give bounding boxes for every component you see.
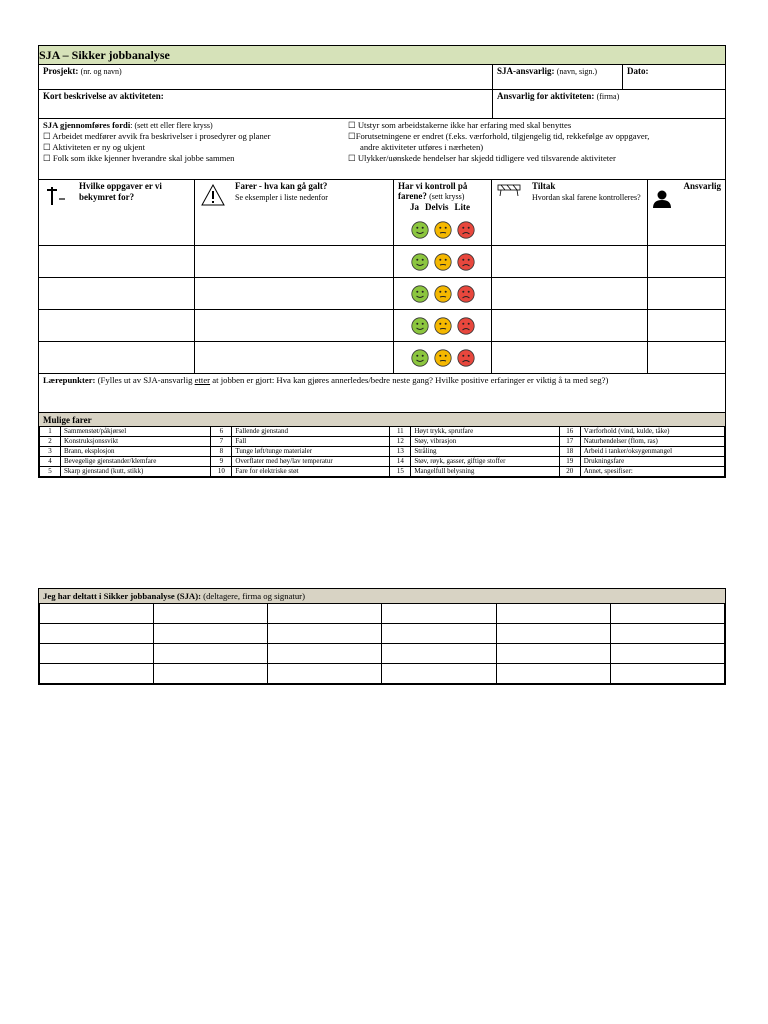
fare-cell[interactable] xyxy=(194,214,393,245)
fare-text: Tunge løft/tunge materialer xyxy=(232,447,390,457)
mulige-farer-title: Mulige farer xyxy=(43,415,92,425)
kontroll-cell xyxy=(393,214,491,245)
signature-row xyxy=(40,664,725,684)
fare-cell[interactable] xyxy=(194,278,393,309)
kontroll-cell xyxy=(393,342,491,373)
checkbox-avvik[interactable]: ☐ Arbeidet medfører avvik fra beskrivelser i prosedyrer og planer xyxy=(43,131,271,141)
tiltak-cell[interactable] xyxy=(491,214,647,245)
fare-text: Skarp gjenstand (kutt, stikk) xyxy=(61,467,211,477)
fare-number: 17 xyxy=(559,437,580,447)
fare-cell[interactable] xyxy=(194,246,393,277)
analysis-row xyxy=(39,277,725,309)
person-icon xyxy=(652,190,672,208)
mulige-farer-table xyxy=(39,426,725,477)
gjennomfores-label: SJA gjennomføres fordi xyxy=(43,120,131,130)
fare-text: Værforhold (vind, kulde, tåke) xyxy=(580,427,724,437)
signature-cell[interactable] xyxy=(268,604,382,624)
dato-label: Dato: xyxy=(627,66,649,76)
laerepunkter-label: Lærepunkter: xyxy=(43,375,96,385)
fare-text: Overflater med høy/lav temperatur xyxy=(232,457,390,467)
kontroll-cell xyxy=(393,278,491,309)
signature-cell[interactable] xyxy=(40,604,154,624)
tiltak-cell[interactable] xyxy=(491,342,647,373)
fare-number: 1 xyxy=(40,427,61,437)
signature-cell[interactable] xyxy=(154,624,268,644)
fare-row xyxy=(40,427,725,437)
barrier-icon xyxy=(497,184,521,196)
fare-number: 11 xyxy=(390,427,411,437)
worker-tool-icon xyxy=(44,184,66,206)
signature-cell[interactable] xyxy=(382,664,496,684)
kontroll-header xyxy=(393,180,491,214)
oppgave-cell[interactable] xyxy=(39,310,194,341)
ansvarlig-cell[interactable] xyxy=(647,246,725,277)
neutral-face-icon[interactable] xyxy=(434,317,452,335)
checkbox-forutsetninger[interactable]: ☐Forutsetningene er endret (f.eks. værforhold, tilgjengelig tid, rekkefølge av oppgaver, xyxy=(348,131,650,141)
happy-face-icon[interactable] xyxy=(411,349,429,367)
happy-face-icon[interactable] xyxy=(411,221,429,239)
sad-face-icon[interactable] xyxy=(457,349,475,367)
analysis-row xyxy=(39,214,725,245)
signature-cell[interactable] xyxy=(154,664,268,684)
sad-face-icon[interactable] xyxy=(457,285,475,303)
dato-field[interactable] xyxy=(622,65,725,89)
sja-ansvarlig-field[interactable] xyxy=(492,65,622,89)
ansvarlig-title: Ansvarlig xyxy=(683,181,721,191)
deltatt-hint: (deltagere, firma og signatur) xyxy=(201,591,305,601)
fare-text: Støy, vibrasjon xyxy=(411,437,559,447)
signature-table xyxy=(39,603,725,684)
fare-text: Bevegelige gjenstander/klemfare xyxy=(61,457,211,467)
signature-cell[interactable] xyxy=(40,644,154,664)
gjennomfores-section xyxy=(39,118,725,179)
sad-face-icon[interactable] xyxy=(457,317,475,335)
fare-number: 2 xyxy=(40,437,61,447)
ansvarlig-cell[interactable] xyxy=(647,214,725,245)
ansvarlig-header xyxy=(647,180,725,214)
laerepunkter-text-a: (Fylles ut av SJA-ansvarlig xyxy=(95,375,195,385)
fare-number: 8 xyxy=(211,447,232,457)
fare-text: Drukningsfare xyxy=(580,457,724,467)
signature-cell[interactable] xyxy=(382,604,496,624)
happy-face-icon[interactable] xyxy=(411,253,429,271)
checkbox-ny-ukjent[interactable]: ☐ Aktiviteten er ny og ukjent xyxy=(43,142,145,152)
form-title-text: SJA – Sikker jobbanalyse xyxy=(39,48,170,62)
oppgave-cell[interactable] xyxy=(39,342,194,373)
tiltak-cell[interactable] xyxy=(491,246,647,277)
fare-number: 15 xyxy=(390,467,411,477)
fare-text: Støv, røyk, gasser, giftige stoffer xyxy=(411,457,559,467)
signature-cell[interactable] xyxy=(382,644,496,664)
neutral-face-icon[interactable] xyxy=(434,253,452,271)
fare-number: 19 xyxy=(559,457,580,467)
signature-cell[interactable] xyxy=(610,644,724,664)
kort-beskrivelse-field[interactable] xyxy=(39,90,492,118)
tiltak-header xyxy=(491,180,647,214)
oppgaver-header xyxy=(39,180,194,214)
signature-cell[interactable] xyxy=(40,664,154,684)
fare-number: 13 xyxy=(390,447,411,457)
farer-header xyxy=(194,180,393,214)
kontroll-ja-label: Ja xyxy=(410,202,419,212)
tiltak-cell[interactable] xyxy=(491,278,647,309)
fare-text: Stråling xyxy=(411,447,559,457)
fare-text: Fare for elektriske støt xyxy=(232,467,390,477)
fare-text: Sammenstøt/påkjørsel xyxy=(61,427,211,437)
ansvarlig-aktivitet-hint: (firma) xyxy=(596,92,620,101)
sad-face-icon[interactable] xyxy=(457,221,475,239)
forutsetninger-cont: andre aktiviteter utføres i nærheten) xyxy=(360,142,484,152)
prosjekt-label: Prosjekt: xyxy=(43,66,79,76)
neutral-face-icon[interactable] xyxy=(434,221,452,239)
kort-beskrivelse-label: Kort beskrivelse av aktiviteten: xyxy=(43,91,164,101)
fare-text: Fallende gjenstand xyxy=(232,427,390,437)
signature-cell[interactable] xyxy=(610,604,724,624)
analysis-row xyxy=(39,341,725,373)
column-header-row xyxy=(39,179,725,214)
tiltak-subtitle: Hvordan skal farene kontrolleres? xyxy=(532,193,641,202)
fare-row xyxy=(40,437,725,447)
prosjekt-hint: (nr. og navn) xyxy=(80,67,122,76)
oppgave-cell[interactable] xyxy=(39,246,194,277)
kontroll-title: Har vi kontroll på farene? xyxy=(398,181,468,201)
neutral-face-icon[interactable] xyxy=(434,285,452,303)
analysis-row xyxy=(39,245,725,277)
deltatt-header xyxy=(39,589,725,603)
fare-row xyxy=(40,457,725,467)
signature-cell[interactable] xyxy=(154,604,268,624)
fare-text: Konstruksjonssvikt xyxy=(61,437,211,447)
ansvarlig-aktivitet-label: Ansvarlig for aktiviteten: xyxy=(497,91,595,101)
deltatt-section xyxy=(38,588,726,685)
signature-cell[interactable] xyxy=(610,624,724,644)
fare-text: Mangelfull belysning xyxy=(411,467,559,477)
signature-cell[interactable] xyxy=(268,664,382,684)
fare-number: 6 xyxy=(211,427,232,437)
prosjekt-field[interactable] xyxy=(39,65,492,89)
kontroll-delvis-label: Delvis xyxy=(425,202,449,212)
signature-cell[interactable] xyxy=(40,624,154,644)
fare-number: 3 xyxy=(40,447,61,457)
oppgave-cell[interactable] xyxy=(39,278,194,309)
kontroll-cell xyxy=(393,246,491,277)
ansvarlig-aktivitet-field[interactable] xyxy=(492,90,725,118)
kontroll-cell xyxy=(393,310,491,341)
fare-text: Høyt trykk, sprutfare xyxy=(411,427,559,437)
fare-number: 12 xyxy=(390,437,411,447)
checkbox-utstyr[interactable]: ☐ Utstyr som arbeidstakerne ikke har erfaring med skal benyttes xyxy=(348,120,572,130)
oppgave-cell[interactable] xyxy=(39,214,194,245)
warning-icon xyxy=(201,184,225,206)
fare-number: 20 xyxy=(559,467,580,477)
fare-number: 4 xyxy=(40,457,61,467)
signature-cell[interactable] xyxy=(610,664,724,684)
signature-cell[interactable] xyxy=(496,664,610,684)
fare-number: 18 xyxy=(559,447,580,457)
ansvarlig-cell[interactable] xyxy=(647,278,725,309)
fare-row xyxy=(40,467,725,477)
laerepunkter-text-underlined: etter xyxy=(194,375,211,385)
analysis-row xyxy=(39,309,725,341)
happy-face-icon[interactable] xyxy=(411,285,429,303)
tiltak-cell[interactable] xyxy=(491,310,647,341)
neutral-face-icon[interactable] xyxy=(434,349,452,367)
fare-text: Annet, spesifiser: xyxy=(580,467,724,477)
signature-cell[interactable] xyxy=(154,644,268,664)
fare-cell[interactable] xyxy=(194,342,393,373)
form-title xyxy=(39,46,725,64)
sja-form xyxy=(38,45,726,478)
oppgaver-title: Hvilke oppgaver er vi bekymret for? xyxy=(79,181,162,202)
gjennomfores-hint: : (sett ett eller flere kryss) xyxy=(130,121,213,130)
fare-number: 7 xyxy=(211,437,232,447)
checkbox-ulykker[interactable]: ☐ Ulykker/uønskede hendelser har skjedd tidligere ved tilsvarende aktiviteter xyxy=(348,153,616,163)
deltatt-label: Jeg har deltatt i Sikker jobbanalyse (SJA): xyxy=(43,591,201,601)
fare-number: 5 xyxy=(40,467,61,477)
sja-ansvarlig-label: SJA-ansvarlig: xyxy=(497,66,555,76)
fare-text: Arbeid i tanker/oksygenmangel xyxy=(580,447,724,457)
sja-ansvarlig-hint: (navn, sign.) xyxy=(556,67,597,76)
signature-row xyxy=(40,644,725,664)
checkbox-folk-ukjente[interactable]: ☐ Folk som ikke kjenner hverandre skal jobbe sammen xyxy=(43,153,235,163)
fare-number: 9 xyxy=(211,457,232,467)
fare-text: Fall xyxy=(232,437,390,447)
fare-number: 16 xyxy=(559,427,580,437)
farer-subtitle: Se eksempler i liste nedenfor xyxy=(235,193,328,202)
ansvarlig-cell[interactable] xyxy=(647,310,725,341)
fare-cell[interactable] xyxy=(194,310,393,341)
mulige-farer-header xyxy=(39,412,725,426)
signature-cell[interactable] xyxy=(496,644,610,664)
fare-number: 10 xyxy=(211,467,232,477)
ansvarlig-cell[interactable] xyxy=(647,342,725,373)
laerepunkter-text-b: at jobben er gjort: Hva kan gjøres annerledes/bedre neste gang? Hvilke positive erfaringer er viktig å ta med seg?) xyxy=(210,375,609,385)
signature-cell[interactable] xyxy=(268,644,382,664)
laerepunkter-section[interactable] xyxy=(39,373,725,412)
fare-text: Naturhendelser (flom, ras) xyxy=(580,437,724,447)
signature-cell[interactable] xyxy=(382,624,496,644)
signature-cell[interactable] xyxy=(496,624,610,644)
signature-row xyxy=(40,604,725,624)
kontroll-lite-label: Lite xyxy=(454,202,470,212)
signature-row xyxy=(40,624,725,644)
signature-cell[interactable] xyxy=(268,624,382,644)
happy-face-icon[interactable] xyxy=(411,317,429,335)
farer-title: Farer - hva kan gå galt? xyxy=(235,181,328,191)
kontroll-hint: (sett kryss) xyxy=(429,192,465,201)
sad-face-icon[interactable] xyxy=(457,253,475,271)
fare-number: 14 xyxy=(390,457,411,467)
signature-cell[interactable] xyxy=(496,604,610,624)
fare-row xyxy=(40,447,725,457)
fare-text: Brann, eksplosjon xyxy=(61,447,211,457)
tiltak-title: Tiltak xyxy=(532,181,556,191)
